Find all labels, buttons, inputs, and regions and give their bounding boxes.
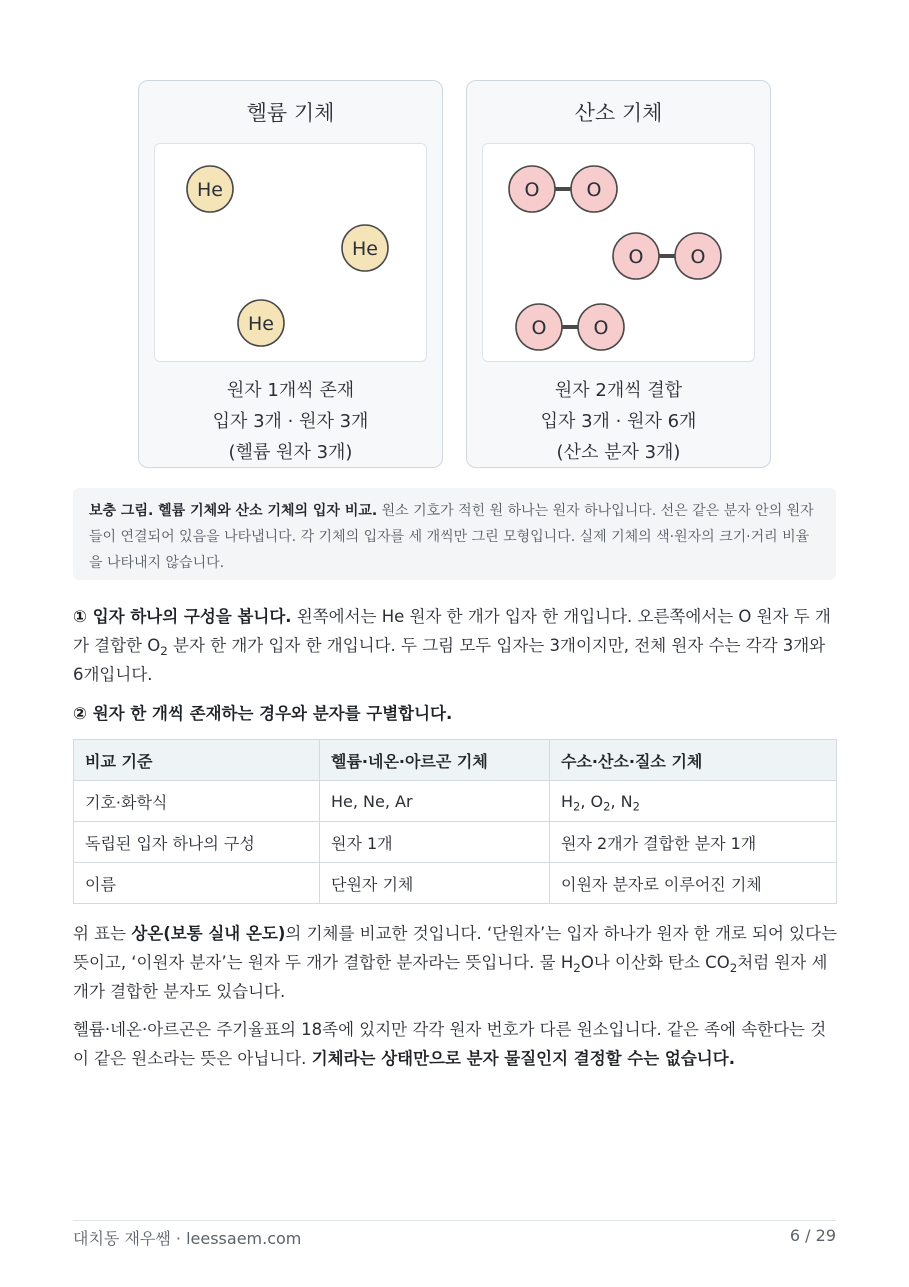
caption-line: 원자 1개씩 존재: [226, 380, 355, 401]
oxygen-molecule: [509, 166, 617, 212]
subscript: 2: [603, 799, 611, 814]
footer-divider: [73, 1220, 836, 1221]
svg-text:O: O: [531, 317, 547, 339]
table-cell: 독립된 입자 하나의 구성: [74, 822, 320, 863]
subscript: 2: [632, 799, 640, 814]
caption-line: 입자 3개 · 원자 6개: [540, 411, 697, 432]
subscript: 2: [729, 960, 738, 975]
helium-panel-caption: [139, 375, 442, 468]
text-run: 처럼 원자 세 개가 결합한 분자도 있습니다.: [73, 953, 828, 1001]
table-cell: 이름: [74, 863, 320, 904]
caption-line: (헬륨 원자 3개): [228, 442, 353, 463]
figure-caption-body: 원소 기호가 적힌 원 하나는 원자 하나입니다. 선은 같은 분자 안의 원자들이 연결되어 있음을 나타냅니다. 각 기체의 입자를 세 개씩만 그린 모형입니다. 실제 기체의 색·원자의 크기·거리 비율을 나타내지 않습니다.: [89, 503, 814, 571]
text-run: , O: [580, 791, 604, 811]
helium-atom: [238, 300, 284, 346]
footer-source: 대치동 재우쌤 · leessaem.com: [73, 1229, 302, 1248]
text-run: O나 이산화 탄소 CO: [580, 953, 730, 972]
subscript: 2: [160, 643, 168, 658]
caption-line: (산소 분자 3개): [556, 442, 681, 463]
table-header-cell: 수소·산소·질소 기체: [550, 740, 837, 781]
table-cell: [550, 781, 837, 822]
oxygen-panel-title: 산소 기체: [574, 101, 663, 125]
subscript: 2: [573, 799, 581, 814]
table-cell: 원자 2개가 결합한 분자 1개: [550, 822, 837, 863]
caption-line: 원자 2개씩 결합: [554, 380, 683, 401]
helium-atom: [342, 225, 388, 271]
helium-panel: [138, 80, 443, 468]
text-run: 의 기체를 비교한 것입니다. ‘단원자’는 입자 하나가 원자 한 개로 되어 있다는 뜻이고, ‘이원자 분자’는 원자 두 개가 결합한 분자라는 뜻입니다. 물 H: [73, 924, 838, 972]
table-cell: He, Ne, Ar: [320, 781, 550, 822]
table-cell: 원자 1개: [320, 822, 550, 863]
table-row: [74, 822, 837, 863]
oxygen-panel: [466, 80, 771, 468]
oxygen-panel-caption: [467, 375, 770, 468]
svg-text:He: He: [352, 238, 378, 260]
text-run: 위 표는: [73, 924, 132, 943]
table-row: [74, 863, 837, 904]
svg-text:O: O: [524, 179, 540, 201]
table-explanation-paragraph: [73, 919, 838, 1006]
svg-text:O: O: [628, 246, 644, 268]
svg-text:O: O: [690, 246, 706, 268]
helium-diagram: [154, 143, 427, 362]
table-cell: 단원자 기체: [320, 863, 550, 904]
helium-atom: [187, 166, 233, 212]
step1-lead: ① 입자 하나의 구성을 봅니다.: [73, 607, 292, 626]
helium-panel-title: 헬륨 기체: [246, 101, 335, 125]
svg-text:He: He: [197, 179, 223, 201]
table-cell: 이원자 분자로 이루어진 기체: [550, 863, 837, 904]
text-run: H: [561, 791, 574, 811]
text-run: , N: [610, 791, 633, 811]
text-run: 왼쪽에서는 He 원자 한 개가 입자 한 개입니다. 오른쪽에서는 O 원자 두 개가 결합한 O: [73, 607, 831, 655]
comparison-table: [73, 739, 837, 904]
oxygen-molecule: [516, 304, 624, 350]
oxygen-molecule: [613, 233, 721, 279]
step1-paragraph: [73, 602, 838, 689]
table-cell: 기호·화학식: [74, 781, 320, 822]
svg-text:He: He: [248, 313, 274, 335]
text-run: 분자 한 개가 입자 한 개입니다. 두 그림 모두 입자는 3개이지만, 전체 원자 수는 각각 3개와 6개입니다.: [73, 636, 826, 684]
figure-caption: [73, 488, 836, 580]
figure-caption-lead: 보충 그림. 헬륨 기체와 산소 기체의 입자 비교.: [89, 503, 378, 519]
table-row: [74, 781, 837, 822]
caption-line: 입자 3개 · 원자 3개: [212, 411, 369, 432]
step2-heading: ② 원자 한 개씩 존재하는 경우와 분자를 구별합니다.: [73, 704, 453, 723]
text-run: 헬륨·네온·아르곤은 주기율표의 18족에 있지만 각각 원자 번호가 다른 원소입니다. 같은 족에 속한다는 것이 같은 원소라는 뜻은 아닙니다.: [73, 1020, 827, 1068]
table-header-cell: 헬륨·네온·아르곤 기체: [320, 740, 550, 781]
svg-text:O: O: [586, 179, 602, 201]
page-number: 6 / 29: [789, 1226, 836, 1245]
table-header-row: [74, 740, 837, 781]
table-header-cell: 비교 기준: [74, 740, 320, 781]
bold-run: 상온(보통 실내 온도): [131, 924, 286, 943]
oxygen-diagram: [482, 143, 755, 362]
group18-paragraph: [73, 1015, 838, 1073]
subscript: 2: [573, 960, 581, 975]
bold-run: 기체라는 상태만으로 분자 물질인지 결정할 수는 없습니다.: [311, 1049, 735, 1068]
svg-text:O: O: [593, 317, 609, 339]
